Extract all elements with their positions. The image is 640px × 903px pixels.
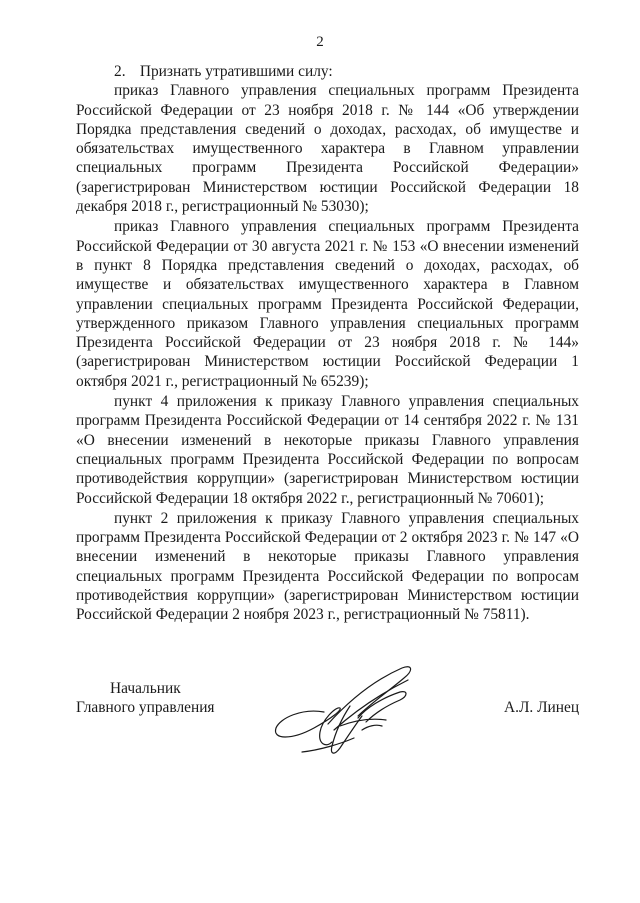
signatory-title [76,679,215,718]
signatory-title-line1: Начальник [110,680,181,697]
signatory-title-line2: Главного управления [76,699,215,717]
paragraph-order-153: приказ Главного управления специальных программ Президента Российской Федерации от 30 августа 2021 г. № 153 «О внесении изменений в пункт 8 Порядка представления сведений о доходах, расходах, об имуществе и обязательствах имущественного характера в Главном управлении специальных программ Президента Российской Федерации, утвержденного приказом Главного управления специальных программ Президента Российской Федерации от 23 ноября 2018 г. № 144» (зарегистрирован Министерством юстиции Российской Федерации 1 октября 2021 г., регистрационный № 65239); [76,218,579,390]
handwritten-signature [262,660,422,770]
paragraph-order-144: приказ Главного управления специальных программ Президента Российской Федерации от 23 ноября 2018 г. № 144 «Об утверждении Порядка представления сведений о доходах, расходах, об имуществе и обязательствах имущественного характера в Главном управлении специальных программ Президента Российской Федерации» (зарегистрирован Министерством юстиции Российской Федерации 18 декабря 2018 г., регистрационный № 53030); [76,82,579,216]
paragraph-order-147: пункт 2 приложения к приказу Главного управления специальных программ Президента Российской Федерации от 2 октября 2023 г. № 147 «О внесении изменений в некоторые приказы Главного управления специальных программ Президента Российской Федерации по вопросам противодействия коррупции» (зарегистрирован Министерством юстиции Российской Федерации 2 ноября 2023 г., регистрационный № 75811). [76,509,579,624]
item-heading [76,62,579,81]
paragraph-order-131: пункт 4 приложения к приказу Главного управления специальных программ Президента Российской Федерации от 14 сентября 2022 г. № 131 «О внесении изменений в некоторые приказы Главного управления специальных программ Президента Российской Федерации по вопросам противодействия коррупции» (зарегистрирован Министерством юстиции Российской Федерации 18 октября 2022 г., регистрационный № 70601); [76,393,579,507]
item-heading-text: Признать утратившими силу: [139,63,333,80]
document-body [76,62,579,625]
signatory-name: А.Л. Линец [504,699,580,716]
item-number: 2. [114,63,126,80]
page-number: 2 [316,34,324,50]
